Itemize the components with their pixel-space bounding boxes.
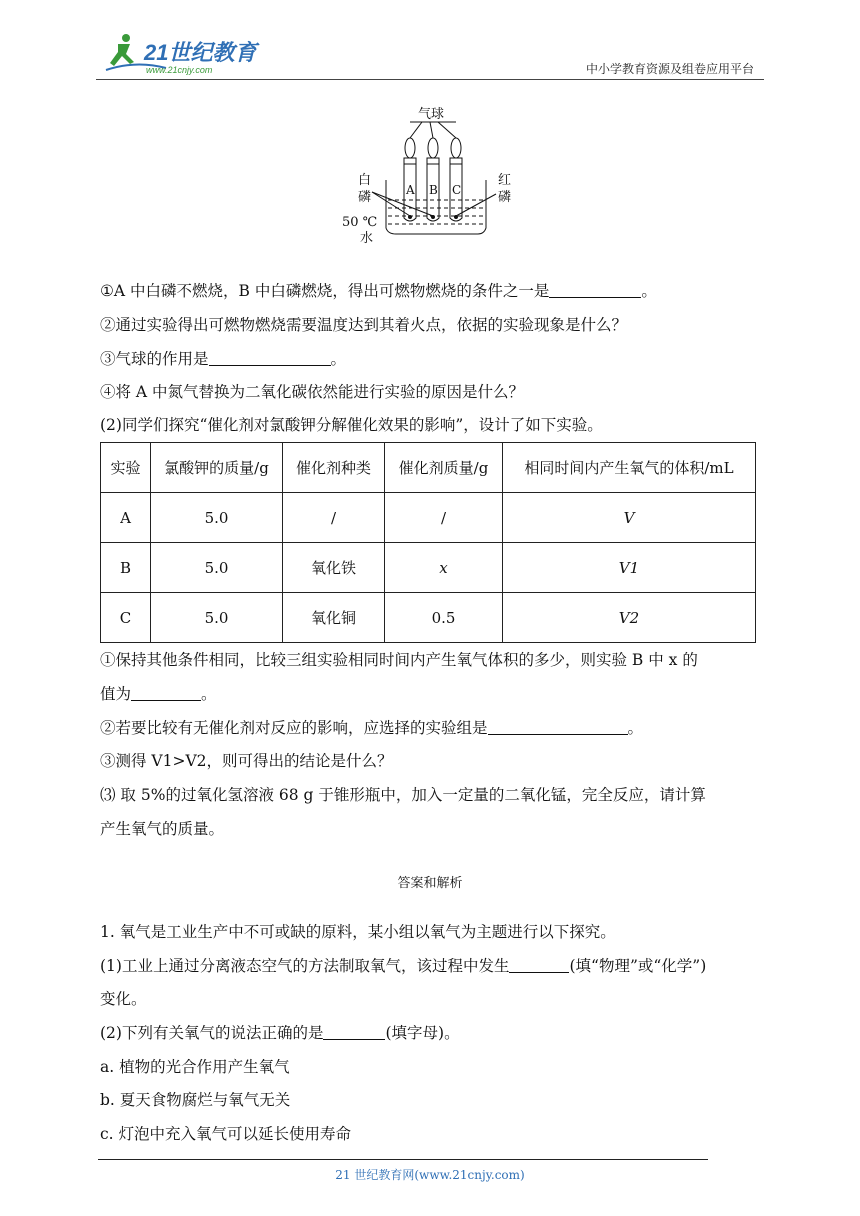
experiment-diagram xyxy=(338,100,528,258)
experiment-table xyxy=(100,442,756,643)
table-row: C 5.0 氧化铜 0.5 V2 xyxy=(101,593,756,643)
footer-link[interactable]: 21 世纪教育网(www.21cnjy.com) xyxy=(335,1168,525,1182)
answer-p2: (1)工业上通过分离液态空气的方法制取氧气，该过程中发生 (填“物理”或“化学”) xyxy=(100,957,707,975)
question-1-3: ③气球的作用是 。 xyxy=(100,350,347,368)
question-2-intro: (2)同学们探究“催化剂对氯酸钾分解催化效果的影响”，设计了如下实验。 xyxy=(100,416,603,434)
answer-blank[interactable] xyxy=(131,685,201,701)
question-3: ⑶ 取 5%的过氧化氢溶液 68 g 于锥形瓶中，加入一定量的二氧化锰，完全反应，请计算 xyxy=(100,786,706,804)
svg-text:A: A xyxy=(406,183,415,197)
svg-text:红: 红 xyxy=(498,173,512,188)
svg-text:www.21cnjy.com: www.21cnjy.com xyxy=(146,65,213,75)
answer-blank[interactable] xyxy=(209,350,331,366)
footer-divider xyxy=(98,1159,708,1160)
question-1-1: ①A 中白磷不燃烧，B 中白磷燃烧，得出可燃物燃烧的条件之一是 。 xyxy=(100,282,657,300)
logo-text: 21世纪教育 xyxy=(144,40,257,65)
answers-title: 答案和解析 xyxy=(397,876,463,891)
option-a: a. 植物的光合作用产生氧气 xyxy=(100,1058,290,1076)
answer-blank[interactable] xyxy=(323,1024,385,1040)
svg-text:50 ℃: 50 ℃ xyxy=(342,215,378,230)
balloon-label: 气球 xyxy=(418,107,445,122)
table-header-row: 实验 氯酸钾的质量/g 催化剂种类 催化剂质量/g 相同时间内产生氧气的体积/mL xyxy=(101,443,756,493)
answer-p1: 1. 氧气是工业生产中不可或缺的原料，某小组以氧气为主题进行以下探究。 xyxy=(100,923,616,941)
answer-p4: (2)下列有关氧气的说法正确的是 (填字母)。 xyxy=(100,1024,460,1042)
svg-text:水: 水 xyxy=(360,231,374,246)
answer-blank[interactable] xyxy=(488,719,628,735)
svg-text:白: 白 xyxy=(358,173,372,188)
site-logo xyxy=(96,30,266,80)
answer-blank[interactable] xyxy=(509,957,569,973)
table-row: A 5.0 / / V xyxy=(101,493,756,543)
question-1-4: ④将 A 中氮气替换为二氧化碳依然能进行实验的原因是什么？ xyxy=(100,383,525,401)
question-2-1: ①保持其他条件相同，比较三组实验相同时间内产生氧气体积的多少，则实验 B 中 x 的 xyxy=(100,651,698,669)
answer-p3: 变化。 xyxy=(100,990,147,1008)
svg-text:C: C xyxy=(452,183,462,197)
question-1-2: ②通过实验得出可燃物燃烧需要温度达到其着火点，依据的实验现象是什么？ xyxy=(100,316,628,334)
option-b: b. 夏天食物腐烂与氧气无关 xyxy=(100,1091,291,1109)
question-2-3: ③测得 V1>V2，则可得出的结论是什么？ xyxy=(100,752,393,770)
svg-text:磷: 磷 xyxy=(358,190,372,205)
question-2-1-cont: 值为 。 xyxy=(100,685,217,703)
platform-name: 中小学教育资源及组卷应用平台 xyxy=(585,62,754,76)
svg-text:B: B xyxy=(429,183,438,197)
header-divider xyxy=(96,79,764,80)
table-row: B 5.0 氧化铁 x V1 xyxy=(101,543,756,593)
answer-blank[interactable] xyxy=(549,282,641,298)
svg-text:磷: 磷 xyxy=(498,190,512,205)
question-2-2: ②若要比较有无催化剂对反应的影响，应选择的实验组是 。 xyxy=(100,719,644,737)
question-3-cont: 产生氧气的质量。 xyxy=(100,820,225,838)
page-header xyxy=(96,30,764,82)
option-c: c. 灯泡中充入氧气可以延长使用寿命 xyxy=(100,1125,352,1143)
